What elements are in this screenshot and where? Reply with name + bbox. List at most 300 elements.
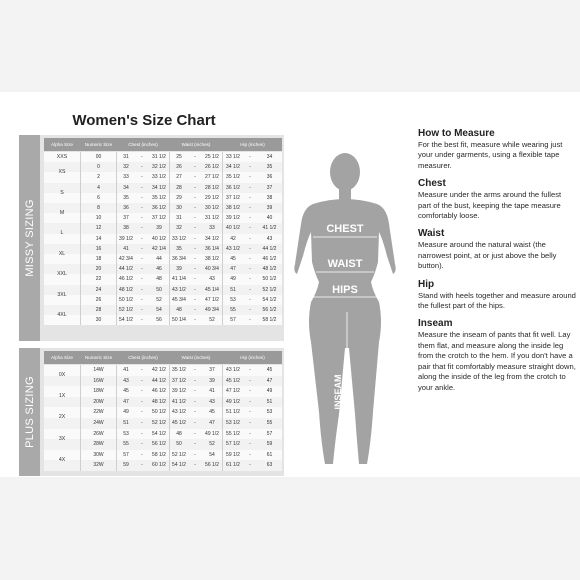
dash: - <box>249 276 251 283</box>
dash: - <box>141 462 143 469</box>
waist-min-cell: 26 <box>176 164 182 171</box>
hip-min-cell: 49 1/2 <box>226 398 240 405</box>
waist-min-cell: 33 1/2 <box>172 235 186 242</box>
hip-max-cell: 47 <box>266 377 273 384</box>
waist-min-cell: 28 <box>176 184 182 191</box>
dash: - <box>194 317 196 324</box>
waist-max-cell: 45 1/4 <box>205 286 219 293</box>
hip-max-cell: 56 1/2 <box>262 307 277 313</box>
dash: - <box>141 225 143 232</box>
numeric-size-cell: 20W <box>93 398 104 405</box>
dash: - <box>141 194 143 201</box>
waist-min-cell: 32 <box>176 225 182 232</box>
waist-min-cell: 25 <box>176 154 182 160</box>
dash: - <box>141 184 143 191</box>
hip-max-cell: 49 <box>266 388 273 395</box>
dash: - <box>249 235 251 242</box>
missy-section <box>19 135 284 341</box>
alpha-size-cell: L <box>60 230 64 237</box>
missy-body <box>44 152 282 325</box>
dash: - <box>141 154 143 160</box>
waist-max-cell: 26 1/2 <box>205 164 219 171</box>
hip-min-cell: 38 1/2 <box>226 205 240 211</box>
waist-text: Measure around the natural waist (the narrowest point, at or just above the belly button). <box>418 240 557 271</box>
numeric-size-cell: 16 <box>95 245 102 252</box>
column-divider <box>222 152 223 325</box>
hip-text: Stand with heels together and measure around the fullest part of the hips. <box>418 290 576 311</box>
chest-min-cell: 36 <box>123 205 129 211</box>
hip-max-cell: 46 1/2 <box>262 256 277 262</box>
numeric-size-cell: 14 <box>95 235 102 242</box>
alpha-size-cell: 2X <box>58 414 66 421</box>
chest-title: Chest <box>418 178 446 190</box>
waist-max-cell: 56 1/2 <box>205 462 219 469</box>
chest-min-cell: 54 1/2 <box>119 317 133 324</box>
hip-max-cell: 38 <box>266 194 273 201</box>
header-numeric: Numeric Size <box>84 355 113 360</box>
hip-max-cell: 41 1/2 <box>262 225 277 232</box>
alpha-size-cell: XXL <box>57 271 67 278</box>
chest-min-cell: 32 <box>123 164 129 171</box>
inseam-text: Measure the inseam of pants that fit well. Lay them flat, and measure along the inside leg from the crotch to the hem. If you don't have a pair that fit comfortably measure straight down, along the inside of the leg from the crotch to your ankle. <box>418 330 576 392</box>
alpha-size-cell: 3X <box>58 435 66 442</box>
hips-label: HIPS <box>332 284 358 296</box>
dash: - <box>249 194 251 201</box>
chest-max-cell: 56 1/2 <box>152 441 166 448</box>
waist-min-cell: 39 1/2 <box>172 388 186 395</box>
chest-min-cell: 35 <box>123 194 129 201</box>
missy-side-label <box>19 135 40 341</box>
chest-max-cell: 56 <box>156 317 162 324</box>
dash: - <box>194 367 196 373</box>
hip-min-cell: 45 1/2 <box>226 377 240 384</box>
dash: - <box>194 174 196 181</box>
waist-min-cell: 36 3/4 <box>172 256 186 262</box>
waist-max-cell: 47 <box>209 420 215 426</box>
waist-max-cell: 49 3/4 <box>205 307 219 313</box>
waist-min-cell: 37 1/2 <box>172 377 186 384</box>
alpha-size-cell: M <box>59 210 65 216</box>
chest-min-cell: 34 <box>123 184 129 191</box>
dash: - <box>194 184 196 191</box>
hip-max-cell: 39 <box>266 205 273 211</box>
dash: - <box>141 307 143 313</box>
waist-min-cell: 43 1/2 <box>172 409 186 416</box>
numeric-size-cell: 24W <box>93 420 104 426</box>
waist-max-cell: 34 1/2 <box>205 235 219 242</box>
waist-max-cell: 47 1/2 <box>205 296 219 303</box>
chest-min-cell: 41 <box>123 367 129 373</box>
waist-max-cell: 49 1/2 <box>205 430 219 437</box>
waist-max-cell: 52 <box>209 441 215 448</box>
alpha-size-cell: S <box>60 189 64 196</box>
dash: - <box>249 256 251 262</box>
column-divider <box>80 365 81 471</box>
waist-min-cell: 52 1/2 <box>172 451 186 458</box>
waist-max-cell: 31 1/2 <box>205 215 219 222</box>
hip-max-cell: 59 <box>266 441 273 448</box>
inseam-label: INSEAM <box>333 374 343 410</box>
dash: - <box>141 256 143 262</box>
hip-min-cell: 43 1/2 <box>226 245 240 252</box>
dash: - <box>141 441 143 448</box>
waist-max-cell: 30 1/2 <box>205 205 219 211</box>
numeric-size-cell: 32W <box>93 462 104 469</box>
dash: - <box>141 235 143 242</box>
hip-min-cell: 39 1/2 <box>226 215 240 222</box>
waist-max-cell: 39 <box>209 377 215 384</box>
dash: - <box>194 462 196 469</box>
how-to-measure-text: For the best fit, measure while wearing just your under garments, using a flexible tape measurer. <box>418 140 563 170</box>
chest-max-cell: 31 1/2 <box>152 154 166 160</box>
hip-min-cell: 45 <box>230 256 236 262</box>
dash: - <box>194 245 196 252</box>
hip-max-cell: 57 <box>266 430 273 437</box>
numeric-size-cell: 28 <box>95 307 102 313</box>
dash: - <box>141 377 143 384</box>
dash: - <box>194 154 196 160</box>
waist-min-cell: 50 <box>176 441 182 448</box>
chest-max-cell: 39 <box>156 225 162 232</box>
dash: - <box>249 441 251 448</box>
inseam-title: Inseam <box>418 318 453 330</box>
numeric-size-cell: 8 <box>97 205 100 211</box>
dash: - <box>141 420 143 426</box>
dash: - <box>194 420 196 426</box>
dash: - <box>194 296 196 303</box>
bottom-band <box>0 477 580 580</box>
hip-max-cell: 63 <box>266 462 273 469</box>
dash: - <box>194 451 196 458</box>
dash: - <box>194 194 196 201</box>
chest-min-cell: 37 <box>123 215 129 222</box>
dash: - <box>194 398 196 405</box>
header-waist: Waist (inches) <box>181 355 211 360</box>
dash: - <box>194 441 196 448</box>
dash: - <box>249 215 251 222</box>
plus-label-text: PLUS SIZING <box>23 376 36 448</box>
hip-min-cell: 34 1/2 <box>226 164 240 171</box>
header-hip: Hip (inches) <box>240 355 265 360</box>
chest-min-cell: 52 1/2 <box>119 307 133 313</box>
dash: - <box>141 174 143 181</box>
dash: - <box>141 205 143 211</box>
numeric-size-cell: 22 <box>95 276 102 283</box>
chest-min-cell: 53 <box>123 430 129 437</box>
chest-max-cell: 42 1/2 <box>152 367 166 373</box>
header-numeric: Numeric Size <box>84 142 113 147</box>
chest-max-cell: 34 1/2 <box>152 184 166 191</box>
waist-min-cell: 50 1/4 <box>172 317 186 324</box>
chest-min-cell: 59 <box>123 462 129 469</box>
hip-min-cell: 53 1/2 <box>226 420 240 426</box>
dash: - <box>141 398 143 405</box>
numeric-size-cell: 26W <box>93 430 104 437</box>
dash: - <box>194 430 196 437</box>
numeric-size-cell: 24 <box>95 286 102 293</box>
waist-min-cell: 35 1/2 <box>172 367 186 373</box>
dash: - <box>141 451 143 458</box>
dash: - <box>249 286 251 293</box>
header-waist: Waist (inches) <box>181 142 211 147</box>
hip-max-cell: 45 <box>266 367 273 373</box>
plus-section <box>19 348 284 476</box>
chest-min-cell: 41 <box>123 245 129 252</box>
hip-min-cell: 33 1/2 <box>226 154 240 160</box>
numeric-size-cell: 2 <box>97 174 100 181</box>
numeric-size-cell: 26 <box>95 296 102 303</box>
chart-title: Women's Size Chart <box>72 112 216 129</box>
hip-max-cell: 58 1/2 <box>262 317 277 324</box>
numeric-size-cell: 18 <box>95 256 102 262</box>
chest-max-cell: 32 1/2 <box>152 164 166 171</box>
dash: - <box>249 225 251 232</box>
chest-max-cell: 46 <box>156 266 162 273</box>
chest-max-cell: 50 <box>156 286 162 293</box>
chest-max-cell: 35 1/2 <box>152 194 166 201</box>
plus-header-row <box>44 351 282 364</box>
hip-min-cell: 47 1/2 <box>226 388 240 395</box>
dash: - <box>249 420 251 426</box>
alpha-size-cell: 4XL <box>57 312 67 318</box>
numeric-size-cell: 30 <box>95 317 102 324</box>
dash: - <box>141 164 143 171</box>
chest-min-cell: 45 <box>123 388 129 395</box>
dash: - <box>249 154 251 160</box>
alpha-size-cell: 3XL <box>57 291 67 298</box>
waist-min-cell: 43 1/2 <box>172 286 186 293</box>
hip-min-cell: 42 <box>230 235 236 242</box>
hip-max-cell: 61 <box>266 451 273 458</box>
chest-label: CHEST <box>326 223 364 235</box>
plus-side-label <box>19 348 40 476</box>
chest-max-cell: 46 1/2 <box>152 388 166 395</box>
hip-max-cell: 48 1/2 <box>262 266 277 273</box>
dash: - <box>249 398 251 405</box>
chest-min-cell: 50 1/2 <box>119 296 133 303</box>
dash: - <box>249 164 251 171</box>
chest-text: Measure under the arms around the fullest part of the bust, keeping the tape measure comfortably loose. <box>418 190 562 221</box>
waist-max-cell: 52 <box>209 317 215 324</box>
waist-max-cell: 29 1/2 <box>205 194 219 201</box>
chest-max-cell: 54 <box>156 307 162 313</box>
chest-max-cell: 50 1/2 <box>152 409 166 416</box>
waist-max-cell: 40 3/4 <box>205 266 219 273</box>
chest-min-cell: 33 <box>123 174 129 181</box>
dash: - <box>194 276 196 283</box>
dash: - <box>249 296 251 303</box>
hip-min-cell: 55 <box>230 307 236 313</box>
waist-min-cell: 45 1/2 <box>172 420 186 426</box>
dash: - <box>194 215 196 222</box>
column-divider <box>169 365 170 471</box>
header-chest: Chest (inches) <box>128 142 158 147</box>
dash: - <box>141 388 143 395</box>
how-to-measure-title: How to Measure <box>418 128 495 139</box>
hip-max-cell: 44 1/2 <box>262 245 277 252</box>
dash: - <box>141 296 143 303</box>
chest-min-cell: 51 <box>123 420 129 426</box>
hip-min-cell: 59 1/2 <box>226 451 240 458</box>
hip-min-cell: 47 <box>230 266 236 273</box>
hip-min-cell: 49 <box>230 276 236 283</box>
hip-max-cell: 51 <box>266 398 273 405</box>
missy-label-text: MISSY SIZING <box>23 199 36 277</box>
dash: - <box>194 235 196 242</box>
hip-max-cell: 35 <box>266 164 273 171</box>
dash: - <box>194 377 196 384</box>
waist-max-cell: 43 <box>209 276 215 283</box>
waist-min-cell: 35 <box>176 245 182 252</box>
dash: - <box>141 266 143 273</box>
numeric-size-cell: 6 <box>97 194 100 201</box>
hip-max-cell: 37 <box>266 184 273 191</box>
chest-max-cell: 54 1/2 <box>152 430 166 437</box>
waist-max-cell: 27 1/2 <box>205 174 219 181</box>
hip-min-cell: 57 <box>230 317 236 324</box>
waist-min-cell: 39 <box>176 266 182 273</box>
numeric-size-cell: 10 <box>95 215 102 222</box>
numeric-size-cell: 20 <box>95 266 102 273</box>
chest-min-cell: 38 <box>123 225 129 232</box>
chest-min-cell: 42 3/4 <box>119 256 133 262</box>
waist-max-cell: 36 1/4 <box>205 245 219 252</box>
chest-max-cell: 44 <box>156 256 162 262</box>
numeric-size-cell: 18W <box>93 388 104 395</box>
dash: - <box>249 266 251 273</box>
dash: - <box>194 286 196 293</box>
waist-min-cell: 30 <box>176 205 182 211</box>
dash: - <box>141 215 143 222</box>
chest-min-cell: 39 1/2 <box>119 235 133 242</box>
dash: - <box>249 388 251 395</box>
dash: - <box>249 409 251 416</box>
waist-min-cell: 41 1/4 <box>172 276 186 283</box>
top-band <box>0 0 580 92</box>
waist-min-cell: 48 <box>176 430 182 437</box>
dash: - <box>249 184 251 191</box>
alpha-size-cell: XL <box>58 250 66 257</box>
hip-min-cell: 36 1/2 <box>226 184 240 191</box>
alpha-size-cell: 0X <box>58 372 66 378</box>
numeric-size-cell: 00 <box>95 154 102 160</box>
column-divider <box>169 152 170 325</box>
chest-min-cell: 57 <box>123 451 129 458</box>
waist-min-cell: 45 3/4 <box>172 296 186 303</box>
dash: - <box>249 205 251 211</box>
dash: - <box>194 164 196 171</box>
chest-min-cell: 46 1/2 <box>119 276 133 283</box>
waist-max-cell: 41 <box>209 388 215 395</box>
hip-min-cell: 35 1/2 <box>226 174 240 181</box>
hip-max-cell: 55 <box>266 420 273 426</box>
alpha-size-cell: XS <box>58 169 66 176</box>
dash: - <box>194 225 196 232</box>
hip-min-cell: 55 1/2 <box>226 430 240 437</box>
dash: - <box>141 276 143 283</box>
dash: - <box>249 462 251 469</box>
waist-min-cell: 29 <box>176 194 182 201</box>
waist-title: Waist <box>418 228 445 240</box>
plus-body <box>44 365 282 471</box>
numeric-size-cell: 4 <box>97 184 100 191</box>
hip-max-cell: 50 1/2 <box>262 276 277 283</box>
numeric-size-cell: 14W <box>93 367 104 373</box>
alpha-size-cell: 1X <box>58 393 66 400</box>
waist-max-cell: 28 1/2 <box>205 184 219 191</box>
hip-max-cell: 43 <box>266 235 273 242</box>
dash: - <box>249 307 251 313</box>
dash: - <box>249 367 251 373</box>
hip-max-cell: 52 1/2 <box>262 286 277 293</box>
header-hip: Hip (inches) <box>240 142 265 147</box>
waist-min-cell: 41 1/2 <box>172 398 186 405</box>
dash: - <box>194 409 196 416</box>
chest-min-cell: 43 <box>123 377 129 384</box>
chest-max-cell: 48 1/2 <box>152 398 166 405</box>
chest-max-cell: 37 1/2 <box>152 215 166 222</box>
waist-max-cell: 38 1/2 <box>205 256 219 262</box>
body-silhouette <box>283 152 403 472</box>
chest-max-cell: 52 1/2 <box>152 420 166 426</box>
hip-max-cell: 36 <box>266 174 273 181</box>
dash: - <box>141 286 143 293</box>
hip-min-cell: 51 <box>230 286 236 293</box>
chest-max-cell: 42 1/4 <box>152 245 166 252</box>
dash: - <box>249 317 251 324</box>
header-alpha: Alpha Size <box>51 142 73 147</box>
waist-min-cell: 27 <box>176 174 182 181</box>
waist-label: WAIST <box>327 258 363 270</box>
dash: - <box>249 451 251 458</box>
column-divider <box>116 152 117 325</box>
hip-min-cell: 61 1/2 <box>226 462 240 469</box>
chest-min-cell: 31 <box>123 154 129 160</box>
numeric-size-cell: 28W <box>93 441 104 448</box>
missy-table <box>44 138 282 339</box>
numeric-size-cell: 16W <box>93 377 104 384</box>
dash: - <box>249 430 251 437</box>
dash: - <box>141 409 143 416</box>
numeric-size-cell: 30W <box>93 451 104 458</box>
waist-min-cell: 54 1/2 <box>172 462 186 469</box>
hip-min-cell: 57 1/2 <box>226 441 240 448</box>
waist-max-cell: 43 <box>209 398 215 405</box>
dash: - <box>249 174 251 181</box>
chest-min-cell: 44 1/2 <box>119 266 133 273</box>
plus-table <box>44 351 282 474</box>
hip-min-cell: 51 1/2 <box>226 409 240 416</box>
waist-min-cell: 31 <box>176 215 182 222</box>
dash: - <box>194 388 196 395</box>
chest-max-cell: 36 1/2 <box>152 205 166 211</box>
dash: - <box>194 205 196 211</box>
chest-max-cell: 58 1/2 <box>152 451 166 458</box>
dash: - <box>249 245 251 252</box>
chest-max-cell: 33 1/2 <box>152 174 166 181</box>
hip-min-cell: 43 1/2 <box>226 367 240 373</box>
header-alpha: Alpha Size <box>51 355 73 360</box>
numeric-size-cell: 12 <box>95 225 102 232</box>
dash: - <box>194 307 196 313</box>
chest-max-cell: 60 1/2 <box>152 462 166 469</box>
measure-guide <box>418 128 576 400</box>
alpha-size-cell: 4X <box>58 456 66 463</box>
dash: - <box>141 430 143 437</box>
silhouette-shape <box>294 153 395 464</box>
header-chest: Chest (inches) <box>128 355 158 360</box>
column-divider <box>116 365 117 471</box>
